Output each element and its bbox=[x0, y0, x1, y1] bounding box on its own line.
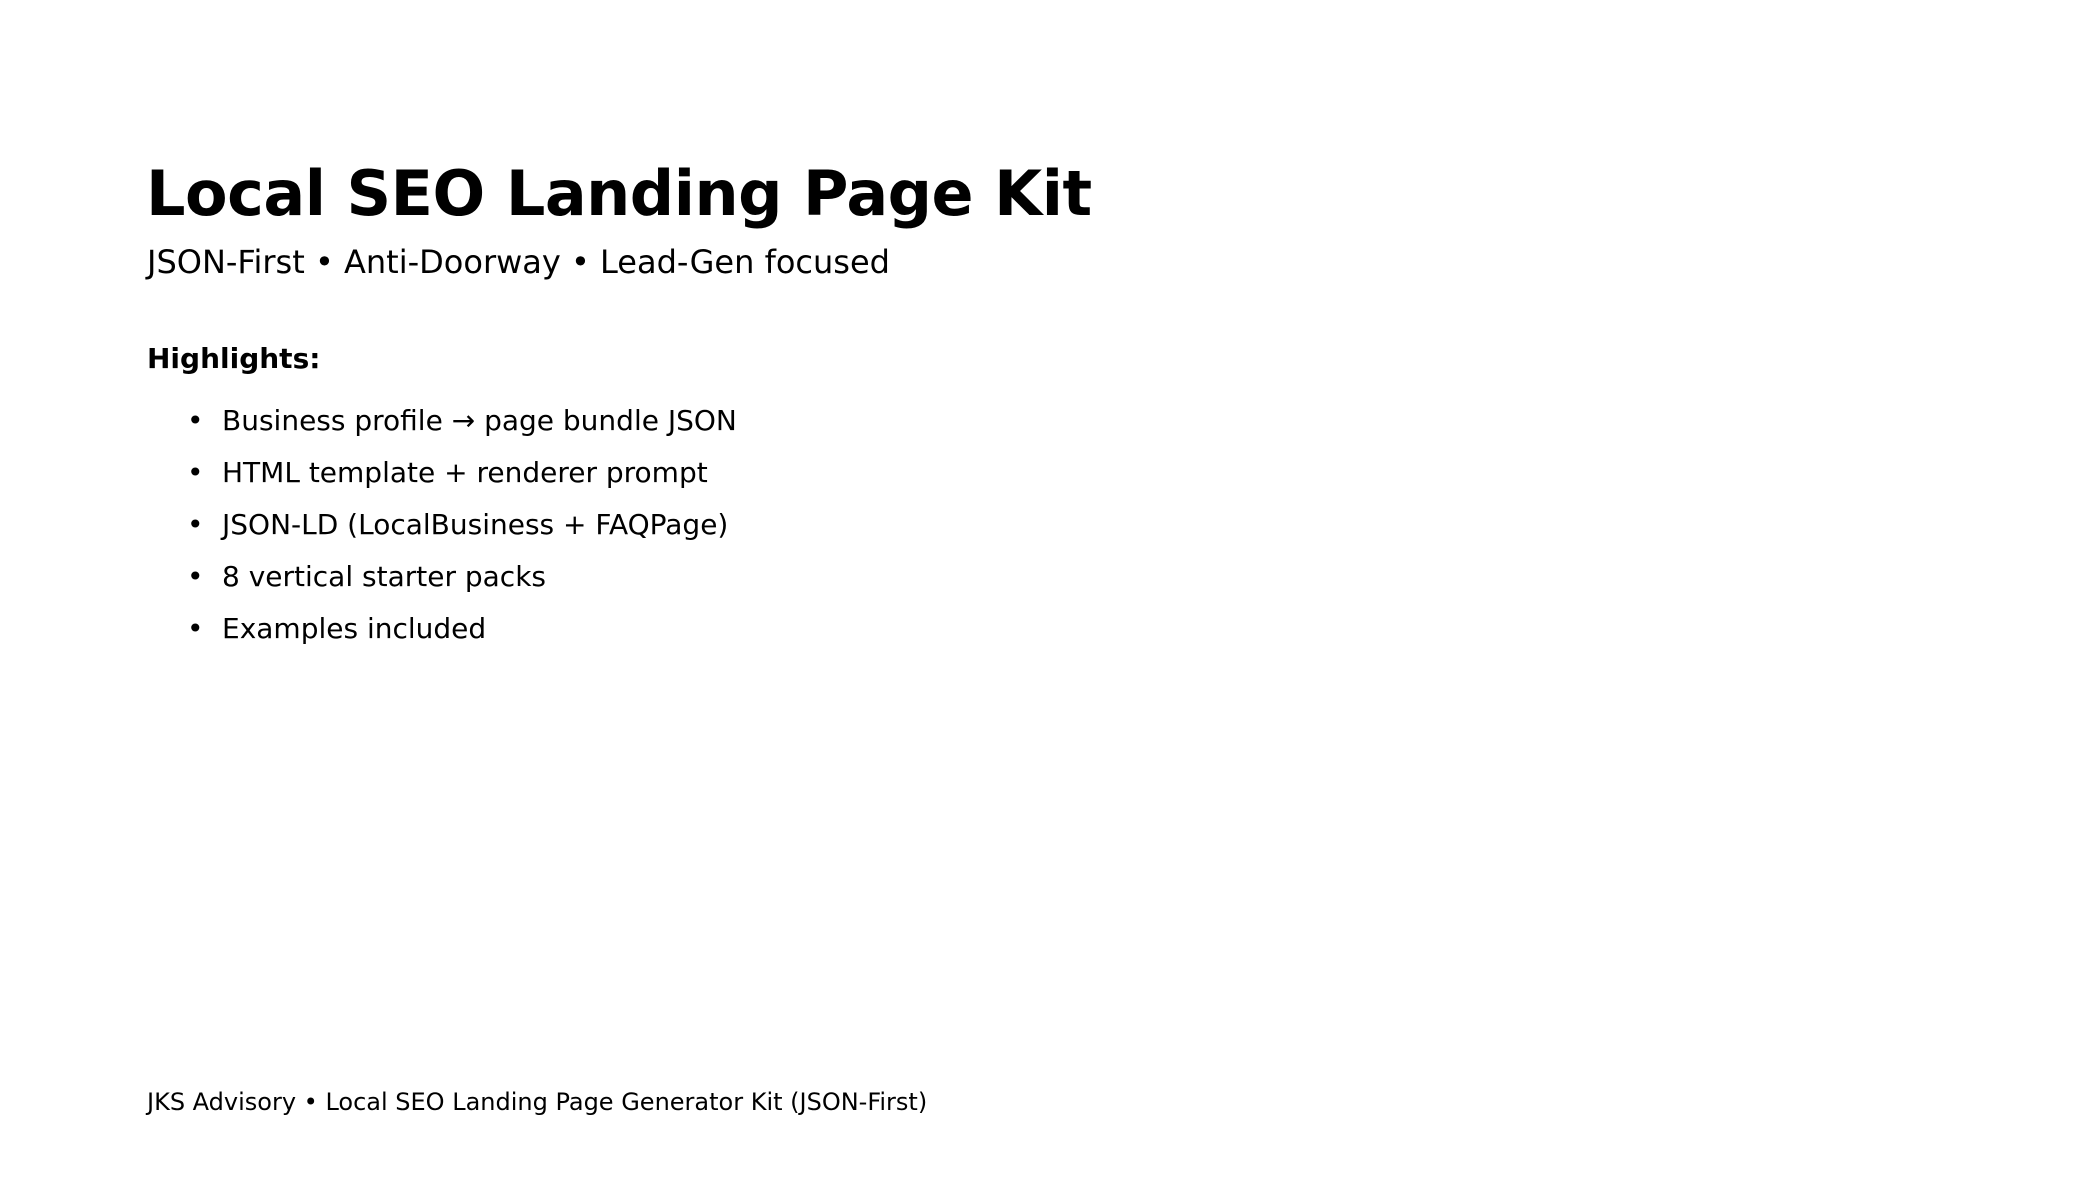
list-item-label: HTML template + renderer prompt bbox=[222, 456, 708, 489]
list-item bbox=[147, 447, 737, 499]
highlights-list bbox=[147, 395, 737, 655]
list-item-label: JSON-LD (LocalBusiness + FAQPage) bbox=[222, 508, 729, 541]
bullet-dot-icon: • bbox=[187, 612, 204, 645]
list-item bbox=[147, 551, 737, 603]
list-item-label: 8 vertical starter packs bbox=[222, 560, 546, 593]
bullet-dot-icon: • bbox=[187, 560, 204, 593]
list-item bbox=[147, 603, 737, 655]
list-item bbox=[147, 395, 737, 447]
slide-subtitle: JSON-First • Anti-Doorway • Lead-Gen focused bbox=[147, 243, 890, 281]
bullet-dot-icon: • bbox=[187, 456, 204, 489]
page-title: Local SEO Landing Page Kit bbox=[146, 156, 1092, 230]
highlights-heading: Highlights: bbox=[147, 342, 321, 375]
bullet-dot-icon: • bbox=[187, 404, 204, 437]
list-item bbox=[147, 499, 737, 551]
list-item-label: Examples included bbox=[222, 612, 487, 645]
slide-footer: JKS Advisory • Local SEO Landing Page Generator Kit (JSON-First) bbox=[147, 1088, 928, 1116]
list-item-label: Business profile → page bundle JSON bbox=[222, 404, 737, 437]
bullet-dot-icon: • bbox=[187, 508, 204, 541]
